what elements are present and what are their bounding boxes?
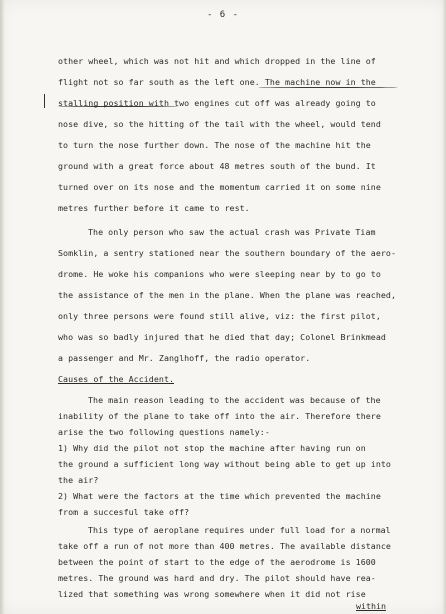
text-line: 1) Why did the pilot not stop the machine after having run on [58,443,366,453]
page-edge-right [442,0,446,614]
page-edge-left [0,0,5,614]
text-line: This type of aeroplane requires under full load for a normal [88,525,391,535]
text-line: take off a run of not more than 400 metres. The available distance [58,541,391,551]
page-number: - 6 - [206,10,240,20]
text-line: between the point of start to the edge of the aerodrome is 1600 [58,557,376,567]
text-line: inability of the plane to take off into the air. Therefore there [58,411,381,421]
text-line: only three persons were found still alive, viz: the first pilot, [58,311,381,321]
text-line: lized that something was wrong somewhere when it did not rise [58,589,366,599]
text-line: a passenger and Mr. Zanglhoff, the radio operator. [58,353,311,363]
text-line: Somklin, a sentry stationed near the southern boundary of the aero- [58,248,397,258]
text-line: other wheel, which was not hit and which dropped in the line of [58,56,376,66]
text-line: The main reason leading to the accident was because of the [88,395,381,405]
text-line: the ground a sufficient long way without being able to get up into [58,459,391,469]
section-heading: Causes of the Accident. [58,374,175,384]
text-line: metres further before it came to rest. [58,203,250,213]
text-line: The only person who saw the actual crash was Private Tiam [88,227,376,237]
text-line: the air? [58,475,99,485]
text-line: stalling position with two engines cut off was already going to [58,98,376,108]
margin-mark [44,94,45,108]
text-line: who was so badly injured that he died that day; Colonel Brinkmead [58,332,386,342]
text-line: arise the two following questions namely:- [58,427,270,437]
text-line: turned over on its nose and the momentum carried it on some nine [58,182,381,192]
text-line: to turn the nose further down. The nose of the machine hit the [58,140,371,150]
text-line: metres. The ground was hard and dry. The pilot should have rea- [58,573,376,583]
text-line: flight not so far south as the left one. The machine now in the [58,77,376,87]
text-line: drome. He woke his companions who were sleeping near by to go to [58,269,381,279]
catchword: within [356,601,386,611]
text-line: ground with a great force about 48 metres south of the bund. It [58,161,376,171]
text-line: 2) What were the factors at the time which prevented the machine [58,491,381,501]
text-line: nose dive, so the hitting of the tail with the wheel, would tend [58,119,381,129]
text-line: the assistance of the men in the plane. When the plane was reached, [58,290,397,300]
pencil-underline [258,87,398,88]
text-line: from a succesful take off? [58,507,190,517]
